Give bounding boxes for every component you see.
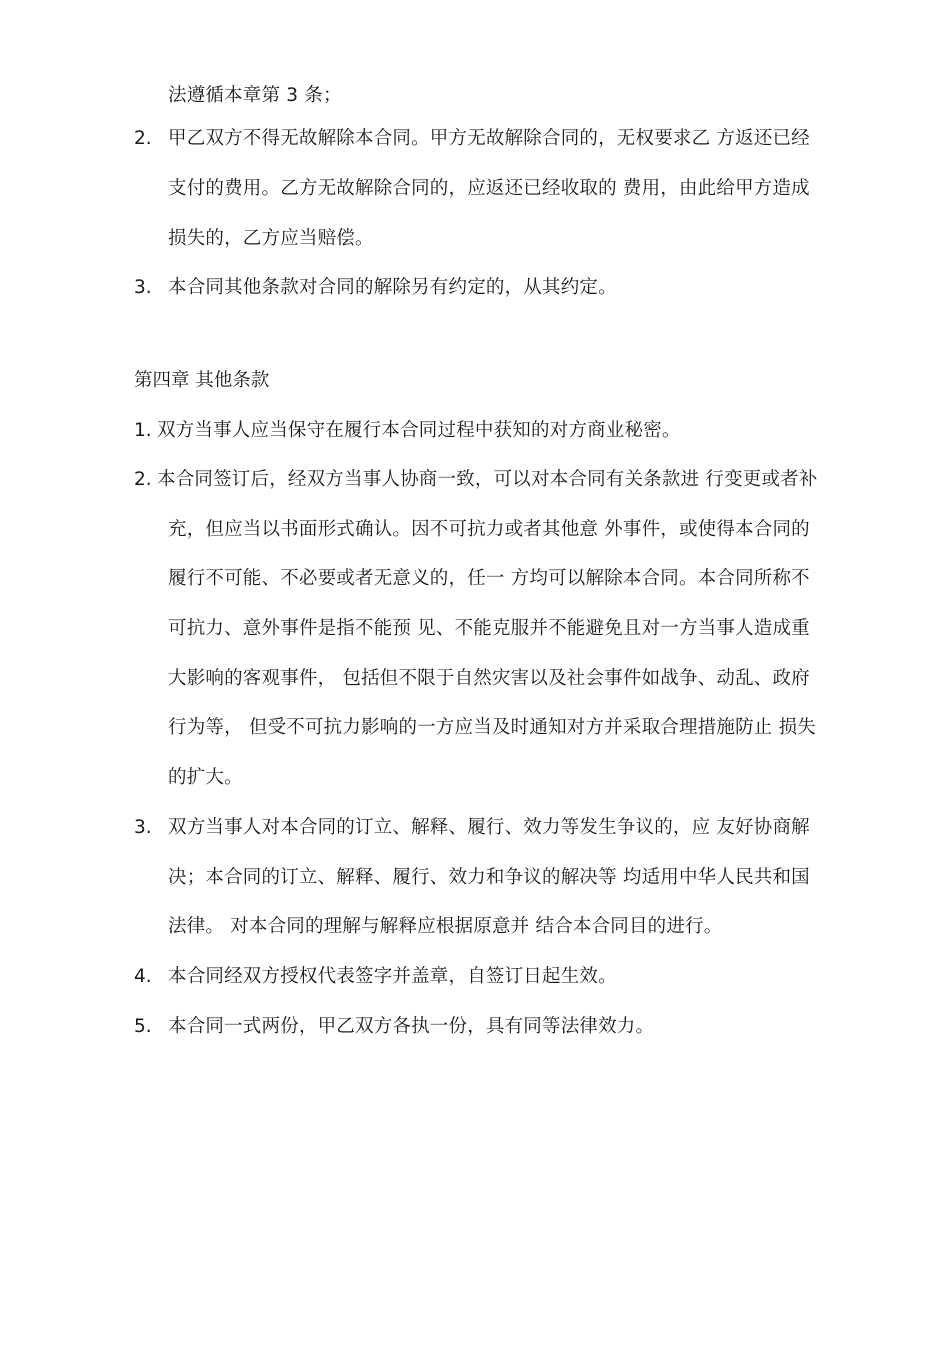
chapter-4-item-3-line-2: 决；本合同的订立、解释、履行、效力和争议的解决等 均适用中华人民共和国 — [168, 867, 810, 888]
chapter-4-item-1-number: 1. — [134, 420, 152, 441]
chapter-4-heading: 第四章 其他条款 — [134, 370, 270, 391]
chapter-4-item-3-line-3: 法律。 对本合同的理解与解释应根据原意并 结合本合同目的进行。 — [168, 916, 723, 937]
chapter-4-item-1-line-1: 双方当事人应当保守在履行本合同过程中获知的对方商业秘密。 — [157, 420, 681, 441]
chapter-4-item-3-number: 3. — [134, 817, 152, 838]
termination-item-3-line-1: 本合同其他条款对合同的解除另有约定的，从其约定。 — [168, 277, 617, 298]
termination-item-2-line-2: 支付的费用。乙方无故解除合同的，应返还已经收取的 费用，由此给甲方造成 — [168, 178, 810, 199]
termination-item-2-number: 2. — [134, 128, 152, 149]
chapter-4-item-5-number: 5. — [134, 1016, 152, 1037]
termination-item-3-number: 3. — [134, 277, 152, 298]
chapter-4-item-4-line-1: 本合同经双方授权代表签字并盖章，自签订日起生效。 — [168, 966, 617, 987]
chapter-4-item-2-line-1: 本合同签订后，经双方当事人协商一致，可以对本合同有关条款进 行变更或者补 — [157, 469, 818, 490]
termination-item-2-line-3: 损失的，乙方应当赔偿。 — [168, 228, 374, 249]
chapter-4-item-2-line-2: 充，但应当以书面形式确认。因不可抗力或者其他意 外事件，或使得本合同的 — [168, 519, 810, 540]
chapter-4-item-2-line-5: 大影响的客观事件， 包括但不限于自然灾害以及社会事件如战争、动乱、政府 — [168, 668, 810, 689]
chapter-4-item-2-line-3: 履行不可能、不必要或者无意义的，任一 方均可以解除本合同。本合同所称不 — [168, 568, 810, 589]
chapter-4-item-5-line-1: 本合同一式两份，甲乙双方各执一份，具有同等法律效力。 — [168, 1016, 655, 1037]
termination-item-2-line-1: 甲乙双方不得无故解除本合同。甲方无故解除合同的，无权要求乙 方返还已经 — [168, 128, 810, 149]
chapter-4-item-3-line-1: 双方当事人对本合同的订立、解释、履行、效力等发生争议的，应 友好协商解 — [168, 817, 810, 838]
chapter-4-item-4-number: 4. — [134, 966, 152, 987]
chapter-4-item-2-line-7: 的扩大。 — [168, 767, 243, 788]
chapter-4-item-2-line-6: 行为等， 但受不可抗力影响的一方应当及时通知对方并采取合理措施防止 损失 — [168, 717, 816, 738]
chapter-4-item-2-number: 2. — [134, 469, 152, 490]
continuation-line: 法遵循本章第 3 条； — [168, 85, 342, 106]
chapter-4-item-2-line-4: 可抗力、意外事件是指不能预 见、不能克服并不能避免且对一方当事人造成重 — [168, 618, 810, 639]
